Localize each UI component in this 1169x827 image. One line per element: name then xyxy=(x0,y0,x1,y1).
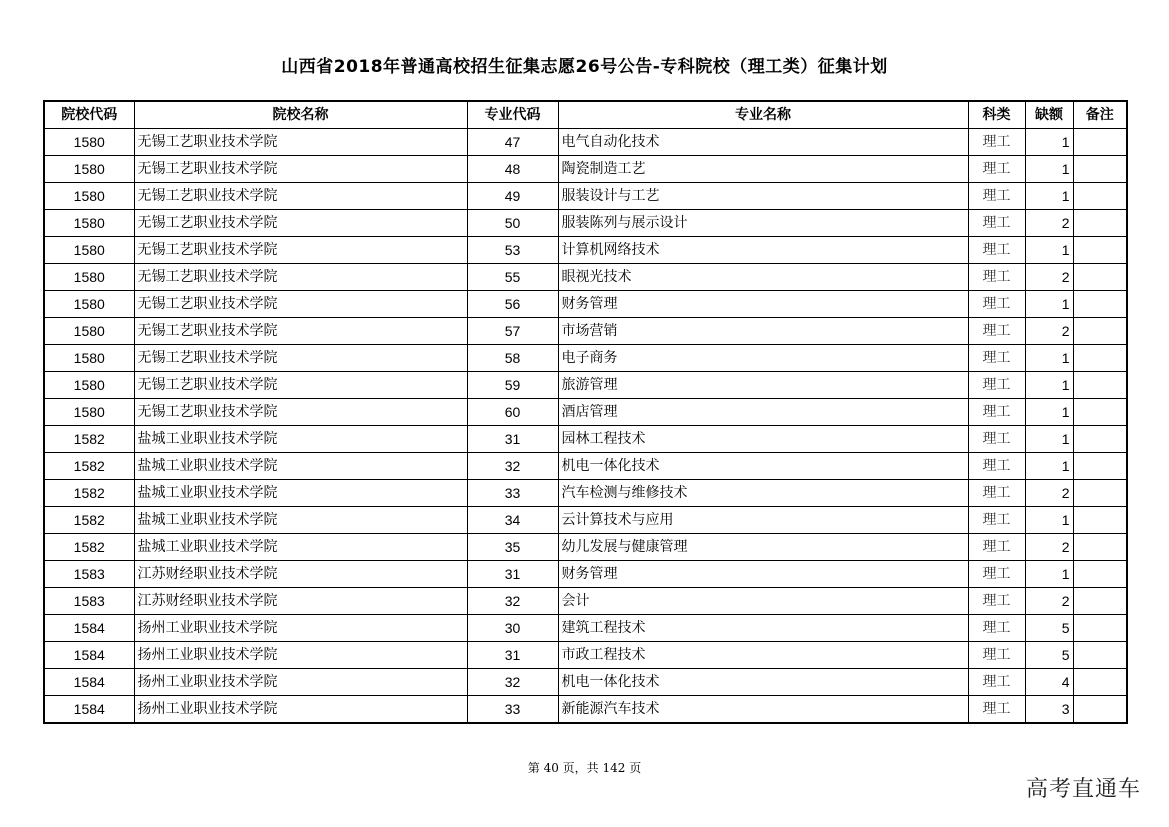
major-code-cell: 31 xyxy=(467,426,558,453)
remarks-cell xyxy=(1073,669,1127,696)
remarks-cell xyxy=(1073,588,1127,615)
major-name-cell: 园林工程技术 xyxy=(558,426,968,453)
category-cell: 理工 xyxy=(968,480,1025,507)
vacancy-cell: 2 xyxy=(1025,210,1073,237)
school-code-cell: 1583 xyxy=(44,588,134,615)
school-name-cell: 盐城工业职业技术学院 xyxy=(134,480,467,507)
vacancy-cell: 1 xyxy=(1025,561,1073,588)
vacancy-cell: 2 xyxy=(1025,480,1073,507)
category-cell: 理工 xyxy=(968,588,1025,615)
school-code-cell: 1582 xyxy=(44,534,134,561)
school-code-cell: 1584 xyxy=(44,642,134,669)
category-cell: 理工 xyxy=(968,399,1025,426)
remarks-cell xyxy=(1073,156,1127,183)
table-row xyxy=(44,615,1127,642)
major-code-cell: 53 xyxy=(467,237,558,264)
remarks-cell xyxy=(1073,318,1127,345)
major-name-cell: 幼儿发展与健康管理 xyxy=(558,534,968,561)
major-name-cell: 计算机网络技术 xyxy=(558,237,968,264)
vacancy-cell: 1 xyxy=(1025,156,1073,183)
table-row xyxy=(44,426,1127,453)
school-code-cell: 1580 xyxy=(44,210,134,237)
enrollment-plan-table xyxy=(43,100,1128,724)
watermark-logo: 高考直通车 xyxy=(1025,777,1141,802)
vacancy-cell: 1 xyxy=(1025,426,1073,453)
category-cell: 理工 xyxy=(968,129,1025,156)
school-name-cell: 扬州工业职业技术学院 xyxy=(134,669,467,696)
vacancy-cell: 2 xyxy=(1025,534,1073,561)
remarks-cell xyxy=(1073,264,1127,291)
school-name-cell: 无锡工艺职业技术学院 xyxy=(134,399,467,426)
vacancy-cell: 1 xyxy=(1025,129,1073,156)
school-code-cell: 1582 xyxy=(44,453,134,480)
table-row xyxy=(44,642,1127,669)
table-row xyxy=(44,696,1127,724)
major-code-cell: 48 xyxy=(467,156,558,183)
remarks-cell xyxy=(1073,345,1127,372)
table-row xyxy=(44,561,1127,588)
remarks-cell xyxy=(1073,507,1127,534)
category-cell: 理工 xyxy=(968,615,1025,642)
remarks-cell xyxy=(1073,453,1127,480)
school-name-cell: 无锡工艺职业技术学院 xyxy=(134,318,467,345)
remarks-cell xyxy=(1073,561,1127,588)
school-name-cell: 无锡工艺职业技术学院 xyxy=(134,237,467,264)
major-code-cell: 32 xyxy=(467,453,558,480)
page-title: 山西省2018年普通高校招生征集志愿26号公告-专科院校（理工类）征集计划 xyxy=(281,57,888,77)
major-name-cell: 新能源汽车技术 xyxy=(558,696,968,724)
school-code-cell: 1584 xyxy=(44,615,134,642)
vacancy-cell: 5 xyxy=(1025,642,1073,669)
major-name-cell: 电子商务 xyxy=(558,345,968,372)
school-name-cell: 盐城工业职业技术学院 xyxy=(134,453,467,480)
major-code-cell: 49 xyxy=(467,183,558,210)
table-row xyxy=(44,210,1127,237)
category-cell: 理工 xyxy=(968,642,1025,669)
school-name-cell: 盐城工业职业技术学院 xyxy=(134,534,467,561)
vacancy-cell: 2 xyxy=(1025,588,1073,615)
school-code-cell: 1582 xyxy=(44,426,134,453)
category-cell: 理工 xyxy=(968,669,1025,696)
major-code-cell: 55 xyxy=(467,264,558,291)
table-row xyxy=(44,237,1127,264)
table-row xyxy=(44,345,1127,372)
school-name-cell: 江苏财经职业技术学院 xyxy=(134,588,467,615)
remarks-cell xyxy=(1073,426,1127,453)
vacancy-cell: 2 xyxy=(1025,264,1073,291)
table-row xyxy=(44,507,1127,534)
major-code-cell: 31 xyxy=(467,561,558,588)
school-code-cell: 1582 xyxy=(44,480,134,507)
school-name-cell: 无锡工艺职业技术学院 xyxy=(134,210,467,237)
table-row xyxy=(44,669,1127,696)
remarks-cell xyxy=(1073,399,1127,426)
remarks-cell xyxy=(1073,291,1127,318)
table-header-row xyxy=(44,101,1127,129)
major-name-cell: 旅游管理 xyxy=(558,372,968,399)
major-name-cell: 财务管理 xyxy=(558,561,968,588)
category-cell: 理工 xyxy=(968,291,1025,318)
table-row xyxy=(44,129,1127,156)
category-cell: 理工 xyxy=(968,426,1025,453)
major-code-cell: 34 xyxy=(467,507,558,534)
major-name-cell: 机电一体化技术 xyxy=(558,669,968,696)
major-name-cell: 服装设计与工艺 xyxy=(558,183,968,210)
major-name-cell: 陶瓷制造工艺 xyxy=(558,156,968,183)
category-cell: 理工 xyxy=(968,696,1025,724)
major-name-cell: 会计 xyxy=(558,588,968,615)
major-name-cell: 市政工程技术 xyxy=(558,642,968,669)
major-name-cell: 眼视光技术 xyxy=(558,264,968,291)
table-row xyxy=(44,183,1127,210)
remarks-cell xyxy=(1073,129,1127,156)
vacancy-cell: 1 xyxy=(1025,237,1073,264)
major-code-cell: 59 xyxy=(467,372,558,399)
major-name-cell: 酒店管理 xyxy=(558,399,968,426)
category-cell: 理工 xyxy=(968,237,1025,264)
category-cell: 理工 xyxy=(968,318,1025,345)
school-code-cell: 1580 xyxy=(44,183,134,210)
vacancy-cell: 2 xyxy=(1025,318,1073,345)
remarks-cell xyxy=(1073,615,1127,642)
vacancy-cell: 1 xyxy=(1025,372,1073,399)
major-code-cell: 60 xyxy=(467,399,558,426)
school-code-cell: 1582 xyxy=(44,507,134,534)
major-name-cell: 市场营销 xyxy=(558,318,968,345)
header-school-name: 院校名称 xyxy=(134,101,467,129)
table-row xyxy=(44,399,1127,426)
vacancy-cell: 1 xyxy=(1025,507,1073,534)
category-cell: 理工 xyxy=(968,345,1025,372)
school-name-cell: 无锡工艺职业技术学院 xyxy=(134,183,467,210)
school-name-cell: 无锡工艺职业技术学院 xyxy=(134,291,467,318)
table-row xyxy=(44,264,1127,291)
vacancy-cell: 1 xyxy=(1025,453,1073,480)
school-code-cell: 1580 xyxy=(44,372,134,399)
school-code-cell: 1580 xyxy=(44,237,134,264)
school-code-cell: 1584 xyxy=(44,669,134,696)
vacancy-cell: 3 xyxy=(1025,696,1073,724)
school-code-cell: 1580 xyxy=(44,156,134,183)
major-code-cell: 33 xyxy=(467,480,558,507)
table-row xyxy=(44,534,1127,561)
school-name-cell: 盐城工业职业技术学院 xyxy=(134,507,467,534)
table-row xyxy=(44,291,1127,318)
school-name-cell: 盐城工业职业技术学院 xyxy=(134,426,467,453)
major-code-cell: 30 xyxy=(467,615,558,642)
major-code-cell: 57 xyxy=(467,318,558,345)
header-major-code: 专业代码 xyxy=(467,101,558,129)
header-school-code: 院校代码 xyxy=(44,101,134,129)
vacancy-cell: 1 xyxy=(1025,345,1073,372)
category-cell: 理工 xyxy=(968,264,1025,291)
school-code-cell: 1580 xyxy=(44,129,134,156)
major-code-cell: 35 xyxy=(467,534,558,561)
school-name-cell: 无锡工艺职业技术学院 xyxy=(134,264,467,291)
table-row xyxy=(44,372,1127,399)
vacancy-cell: 5 xyxy=(1025,615,1073,642)
vacancy-cell: 4 xyxy=(1025,669,1073,696)
major-name-cell: 建筑工程技术 xyxy=(558,615,968,642)
school-code-cell: 1580 xyxy=(44,291,134,318)
remarks-cell xyxy=(1073,642,1127,669)
vacancy-cell: 1 xyxy=(1025,291,1073,318)
category-cell: 理工 xyxy=(968,561,1025,588)
major-code-cell: 31 xyxy=(467,642,558,669)
header-remarks: 备注 xyxy=(1073,101,1127,129)
major-code-cell: 47 xyxy=(467,129,558,156)
school-name-cell: 无锡工艺职业技术学院 xyxy=(134,156,467,183)
remarks-cell xyxy=(1073,237,1127,264)
category-cell: 理工 xyxy=(968,156,1025,183)
school-code-cell: 1583 xyxy=(44,561,134,588)
table-row xyxy=(44,453,1127,480)
school-code-cell: 1580 xyxy=(44,399,134,426)
table-body xyxy=(44,129,1127,724)
table-row xyxy=(44,156,1127,183)
school-code-cell: 1580 xyxy=(44,345,134,372)
remarks-cell xyxy=(1073,696,1127,724)
header-category: 科类 xyxy=(968,101,1025,129)
table-row xyxy=(44,588,1127,615)
category-cell: 理工 xyxy=(968,210,1025,237)
table-row xyxy=(44,318,1127,345)
major-name-cell: 机电一体化技术 xyxy=(558,453,968,480)
page-footer: 第 40 页，共 142 页 xyxy=(527,761,642,775)
major-code-cell: 32 xyxy=(467,588,558,615)
school-name-cell: 无锡工艺职业技术学院 xyxy=(134,345,467,372)
remarks-cell xyxy=(1073,210,1127,237)
vacancy-cell: 1 xyxy=(1025,183,1073,210)
major-name-cell: 财务管理 xyxy=(558,291,968,318)
remarks-cell xyxy=(1073,534,1127,561)
school-name-cell: 无锡工艺职业技术学院 xyxy=(134,129,467,156)
major-code-cell: 32 xyxy=(467,669,558,696)
remarks-cell xyxy=(1073,372,1127,399)
school-code-cell: 1580 xyxy=(44,318,134,345)
remarks-cell xyxy=(1073,480,1127,507)
header-major-name: 专业名称 xyxy=(558,101,968,129)
major-code-cell: 33 xyxy=(467,696,558,724)
school-name-cell: 江苏财经职业技术学院 xyxy=(134,561,467,588)
table-row xyxy=(44,480,1127,507)
major-code-cell: 58 xyxy=(467,345,558,372)
school-name-cell: 扬州工业职业技术学院 xyxy=(134,642,467,669)
category-cell: 理工 xyxy=(968,534,1025,561)
school-code-cell: 1584 xyxy=(44,696,134,724)
school-name-cell: 扬州工业职业技术学院 xyxy=(134,696,467,724)
category-cell: 理工 xyxy=(968,372,1025,399)
vacancy-cell: 1 xyxy=(1025,399,1073,426)
major-name-cell: 电气自动化技术 xyxy=(558,129,968,156)
major-name-cell: 服装陈列与展示设计 xyxy=(558,210,968,237)
school-name-cell: 扬州工业职业技术学院 xyxy=(134,615,467,642)
remarks-cell xyxy=(1073,183,1127,210)
major-name-cell: 云计算技术与应用 xyxy=(558,507,968,534)
category-cell: 理工 xyxy=(968,507,1025,534)
category-cell: 理工 xyxy=(968,183,1025,210)
category-cell: 理工 xyxy=(968,453,1025,480)
school-name-cell: 无锡工艺职业技术学院 xyxy=(134,372,467,399)
major-code-cell: 56 xyxy=(467,291,558,318)
school-code-cell: 1580 xyxy=(44,264,134,291)
major-code-cell: 50 xyxy=(467,210,558,237)
major-name-cell: 汽车检测与维修技术 xyxy=(558,480,968,507)
header-vacancy: 缺额 xyxy=(1025,101,1073,129)
